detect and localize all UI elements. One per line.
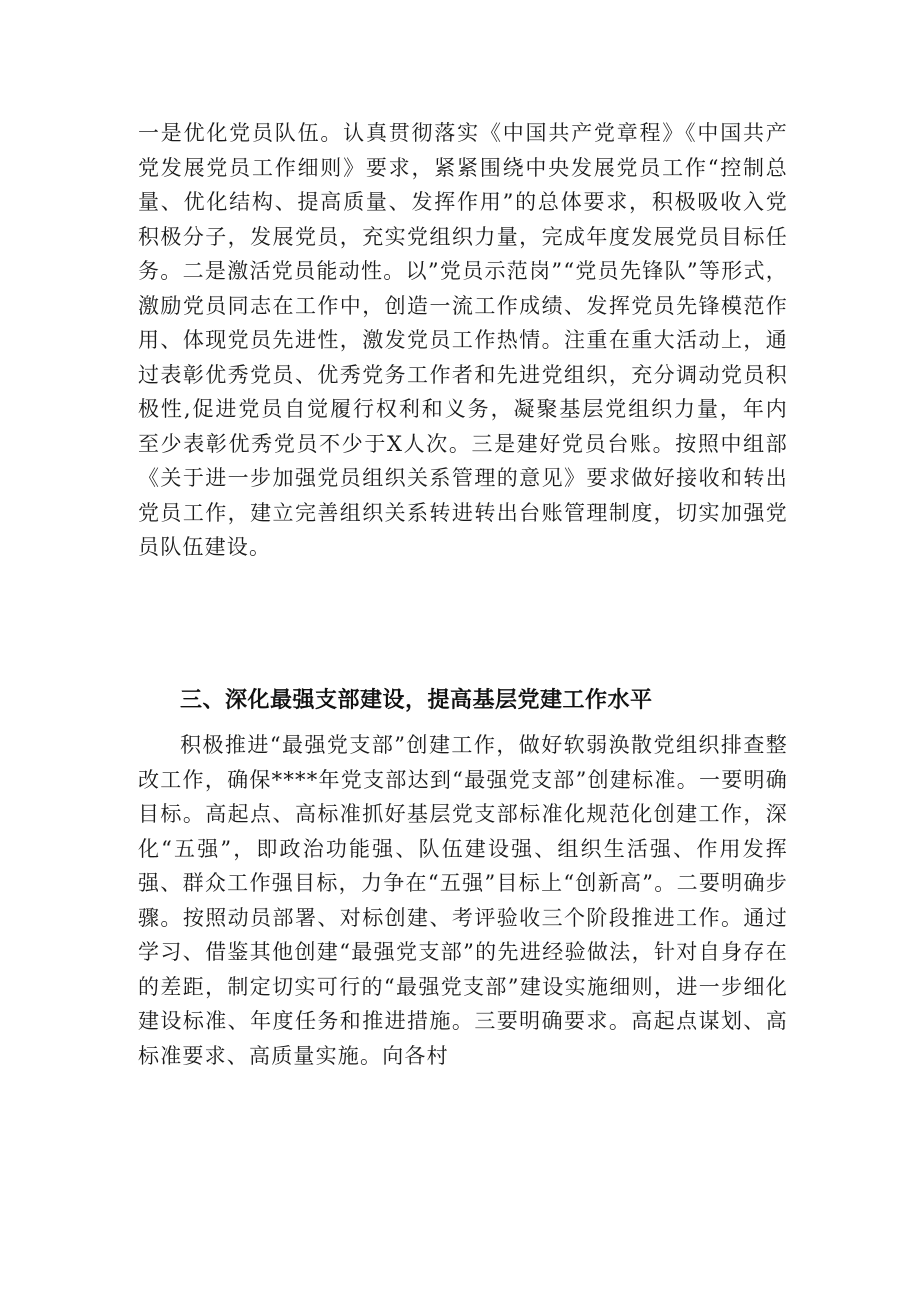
- body-paragraph-party-member-team: 一是优化党员队伍。认真贯彻落实《中国共产党章程》《中国共产党发展党员工作细则》要求，紧紧围绕中央发展党员工作“控制总量、优化结构、提高质量、发挥作用”的总体要求，积极吸收入党积极分子，发展党员，充实党组织力量，完成年度发展党员目标任务。二是激活党员能动性。以”党员示范岗”“党员先锋队”等形式，激励党员同志在工作中，创造一流工作成绩、发挥党员先锋模范作用、体现党员先进性，激发党员工作热情。注重在重大活动上，通过表彰优秀党员、优秀党务工作者和先进党组织，充分调动党员积极性,促进党员自觉履行权利和义务，凝聚基层党组织力量，年内至少表彰优秀党员不少于X人次。三是建好党员台账。按照中组部《关于进一步加强党员组织关系管理的意见》要求做好接收和转出党员工作，建立完善组织关系转进转出台账管理制度，切实加强党员队伍建设。: [138, 121, 788, 559]
- section-heading: 三、深化最强支部建设，提高基层党建工作水平: [180, 688, 653, 713]
- body-paragraph-strongest-branch: 积极推进“最强党支部”创建工作，做好软弱涣散党组织排查整改工作，确保****年党支部达到“最强党支部”创建标准。一要明确目标。高起点、高标准抓好基层党支部标准化规范化创建工作，深化“五强”，即政治功能强、队伍建设强、组织生活强、作用发挥强、群众工作强目标，力争在“五强”目标上“创新高”。二要明确步骤。按照动员部署、对标创建、考评验收三个阶段推进工作。通过学习、借鉴其他创建“最强党支部”的先进经验做法，针对自身存在的差距，制定切实可行的“最强党支部”建设实施细则，进一步细化建设标准、年度任务和推进措施。三要明确要求。高起点谋划、高标准要求、高质量实施。向各村: [138, 733, 788, 1068]
